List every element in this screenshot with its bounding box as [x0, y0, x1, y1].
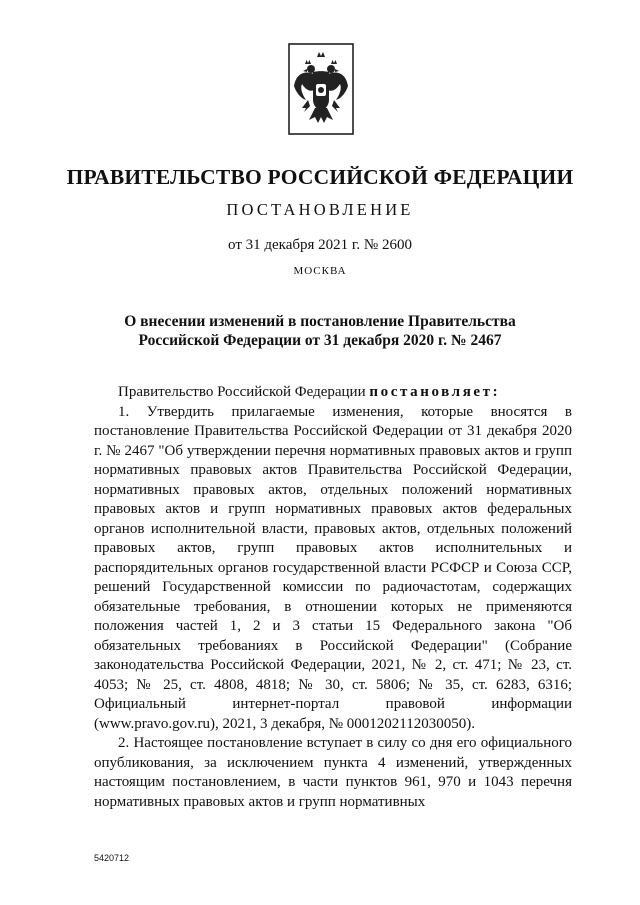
- document-title-line-1: О внесении изменений в постановление Правительства: [124, 313, 516, 330]
- document-code: 5420712: [94, 853, 130, 863]
- document-type: ПОСТАНОВЛЕНИЕ: [226, 200, 414, 219]
- coat-of-arms-icon: [286, 42, 356, 136]
- intro-text: Правительство Российской Федерации: [118, 384, 370, 400]
- intro-paragraph: [94, 383, 572, 403]
- paragraph-item-1: 1. Утвердить прилагаемые изменения, которые вносятся в постановление Правительства Российской Федерации от 31 декабря 2020 г. № 2467 "Об утверждении перечня нормативных правовых актов и групп нормативных правовых актов Правительства Российской Федерации, нормативных правовых актов, отдельных положений нормативных правовых актов и групп нормативных правовых актов федеральных органов исполнительной власти, правовых актов, отдельных положений правовых актов, групп правовых актов исполнительных и распорядительных органов государственной власти РСФСР и Союза ССР, решений Государственной комиссии по радиочастотам, содержащих обязательные требования, в отношении которых не применяются положения частей 1, 2 и 3 статьи 15 Федерального закона "Об обязательных требованиях в Российской Федерации" (Собрание законодательства Российской Федерации, 2021, № 2, ст. 471; № 23, ст. 4053; № 25, ст. 4808, 4818; № 30, ст. 5806; № 35, ст. 6283, 6316; Официальный интернет-портал правовой информации (www.pravo.gov.ru), 2021, 3 декабря, № 0001202112030050).: [94, 403, 572, 732]
- document-title: [0, 312, 640, 350]
- document-title-line-2: Российской Федерации от 31 декабря 2020 г. № 2467: [138, 332, 502, 349]
- city-name: МОСКВА: [293, 265, 347, 277]
- paragraph-item-2: 2. Настоящее постановление вступает в силу со дня его официального опубликования, за исключением пункта 4 изменений, утвержденных настоящим постановлением, в части пунктов 961, 970 и 1043 перечня нормативных правовых актов и групп нормативных: [94, 735, 572, 810]
- document-body: [94, 383, 572, 812]
- date-and-number: от 31 декабря 2021 г. № 2600: [228, 237, 412, 253]
- government-name: ПРАВИТЕЛЬСТВО РОССИЙСКОЙ ФЕДЕРАЦИИ: [66, 165, 574, 189]
- intro-verb: постановляет:: [369, 384, 501, 400]
